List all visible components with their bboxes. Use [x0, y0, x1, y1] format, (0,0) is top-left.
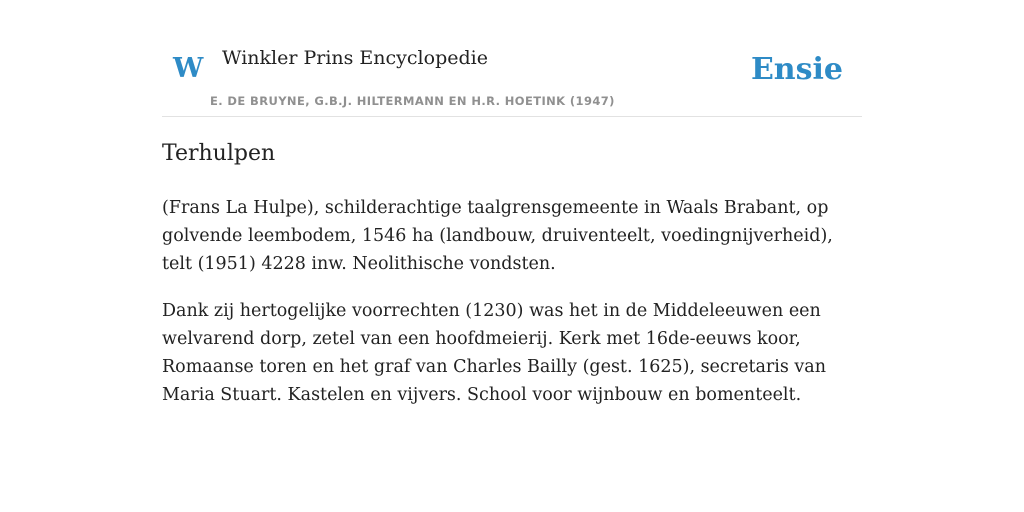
article: [162, 138, 862, 409]
authors-line: E. DE BRUYNE, G.B.J. HILTERMANN EN H.R. HOETINK (1947): [210, 94, 615, 108]
ensie-logo[interactable]: Ensie: [750, 52, 843, 87]
article-paragraph: (Frans La Hulpe), schilderachtige taalgrensgemeente in Waals Brabant, op golvende leembodem, 1546 ha (landbouw, druiventeelt, voedingnijverheid), telt (1951) 4228 inw. Neolithische vondsten.: [162, 198, 833, 274]
article-paragraph: Dank zij hertogelijke voorrechten (1230) was het in de Middeleeuwen een welvarend dorp, zetel van een hoofdmeierij. Kerk met 16de-eeuws koor, Romaanse toren en het graf van Charles Bailly (gest. 1625), secretaris van Maria Stuart. Kastelen en vijvers. School voor wijnbouw en bomenteelt.: [162, 301, 827, 405]
winkler-prins-logo[interactable]: W: [173, 53, 204, 84]
encyclopedia-title[interactable]: Winkler Prins Encyclopedie: [222, 47, 488, 69]
article-title: Terhulpen: [162, 141, 276, 166]
encyclopedia-header: [162, 0, 862, 117]
